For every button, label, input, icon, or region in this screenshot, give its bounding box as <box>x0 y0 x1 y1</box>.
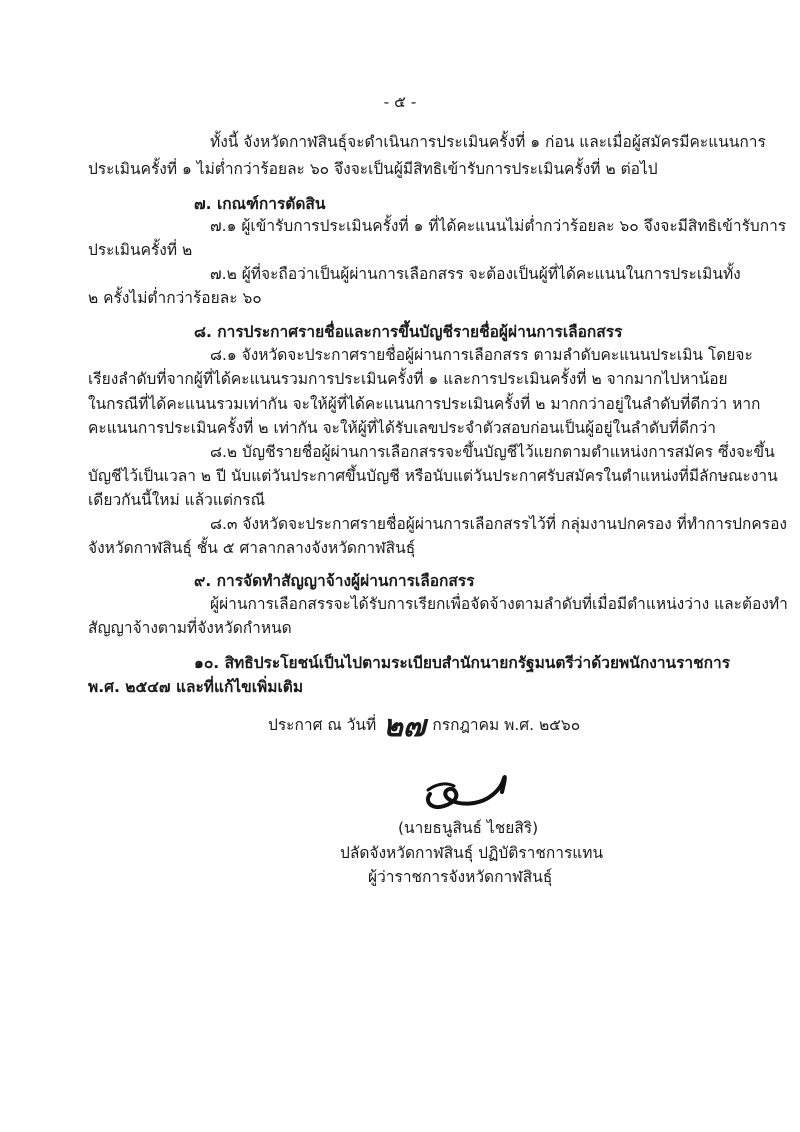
section-heading: ๗. เกณฑ์การตัดสิน <box>194 195 326 213</box>
paragraph-line: ประเมินครั้งที่ ๑ ไม่ต่ำกว่าร้อยละ ๖๐ จึงจะเป็นผู้มีสิทธิเข้ารับการประเมินครั้งที่ ๒ ต่อไป <box>88 160 658 178</box>
paragraph-line: ทั้งนี้ จังหวัดกาฬสินธุ์จะดำเนินการประเมินครั้งที่ ๑ ก่อน และเมื่อผู้สมัครมีคะแนนการ <box>210 133 766 151</box>
section-heading: พ.ศ. ๒๕๔๗ และที่แก้ไขเพิ่มเติม <box>88 678 304 696</box>
paragraph-line: สัญญาจ้างตามที่จังหวัดกำหนด <box>88 619 292 637</box>
paragraph-line: ประเมินครั้งที่ ๒ <box>88 241 193 259</box>
paragraph-line: บัญชีไว้เป็นเวลา ๒ ปี นับแต่วันประกาศขึ้นบัญชี หรือนับแต่วันประกาศรับสมัครในตำแหน่งที่มีลักษณะงาน <box>88 467 778 485</box>
paragraph-line: จังหวัดกาฬสินธุ์ ชั้น ๕ ศาลากลางจังหวัดกาฬสินธุ์ <box>88 539 416 557</box>
paragraph-line: เรียงลำดับที่จากผู้ที่ได้คะแนนรวมการประเมินครั้งที่ ๑ และการประเมินครั้งที่ ๒ จากมากไปหาน้อย <box>88 370 728 388</box>
paragraph-line: ๗.๒ ผู้ที่จะถือว่าเป็นผู้ผ่านการเลือกสรร จะต้องเป็นผู้ที่ได้คะแนนในการประเมินทั้ง <box>210 265 741 283</box>
paragraph-line: เดียวกันนี้ใหม่ แล้วแต่กรณี <box>88 491 265 509</box>
section-heading: ๘. การประกาศรายชื่อและการขึ้นบัญชีรายชื่อผู้ผ่านการเลือกสรร <box>194 323 623 341</box>
signatory-position: ปลัดจังหวัดกาฬสินธุ์ ปฏิบัติราชการแทน <box>340 844 604 862</box>
announcement-suffix: กรกฎาคม พ.ศ. ๒๕๖๐ <box>432 716 581 734</box>
section-heading: ๑๐. สิทธิประโยชน์เป็นไปตามระเบียบสำนักนายกรัฐมนตรีว่าด้วยพนักงานราชการ <box>194 654 731 672</box>
signature-image <box>420 768 510 812</box>
paragraph-line: ๗.๑ ผู้เข้ารับการประเมินครั้งที่ ๑ ที่ได้คะแนนไม่ต่ำกว่าร้อยละ ๖๐ จึงจะมีสิทธิเข้ารับการ <box>210 217 787 235</box>
paragraph-line: ๒ ครั้งไม่ต่ำกว่าร้อยละ ๖๐ <box>88 289 262 307</box>
paragraph-line: ๘.๓ จังหวัดจะประกาศรายชื่อผู้ผ่านการเลือกสรรไว้ที่ กลุ่มงานปกครอง ที่ทำการปกครอง <box>210 515 787 533</box>
section-heading: ๙. การจัดทำสัญญาจ้างผู้ผ่านการเลือกสรร <box>194 572 475 590</box>
paragraph-line: คะแนนการประเมินครั้งที่ ๒ เท่ากัน จะให้ผู้ที่ได้รับเลขประจำตัวสอบก่อนเป็นผู้อยู่ในลำดับที่ดีกว่า <box>88 419 716 437</box>
paragraph-line: ๘.๒ บัญชีรายชื่อผู้ผ่านการเลือกสรรจะขึ้นบัญชีไว้แยกตามตำแหน่งการสมัคร ซึ่งจะขึ้น <box>210 443 775 461</box>
signatory-title: ผู้ว่าราชการจังหวัดกาฬสินธุ์ <box>368 868 553 886</box>
paragraph-line: ผู้ผ่านการเลือกสรรจะได้รับการเรียกเพื่อจัดจ้างตามลำดับที่เมื่อมีตำแหน่งว่าง และต้องทำ <box>210 595 788 613</box>
announcement-prefix: ประกาศ ณ วันที่ <box>268 716 377 734</box>
handwritten-day: ๒๗ <box>383 709 426 744</box>
announcement-date <box>268 709 581 744</box>
page-number: - ๕ - <box>383 93 417 111</box>
paragraph-line: ในกรณีที่ได้คะแนนรวมเท่ากัน จะให้ผู้ที่ได้คะแนนการประเมินครั้งที่ ๒ มากกว่าอยู่ในลำดับที่ดีกว่า หาก <box>88 395 761 413</box>
paragraph-line: ๘.๑ จังหวัดจะประกาศรายชื่อผู้ผ่านการเลือกสรร ตามลำดับคะแนนประเมิน โดยจะ <box>210 346 753 364</box>
signatory-name: (นายธนูสินธ์ ไชยสิริ) <box>398 819 539 837</box>
